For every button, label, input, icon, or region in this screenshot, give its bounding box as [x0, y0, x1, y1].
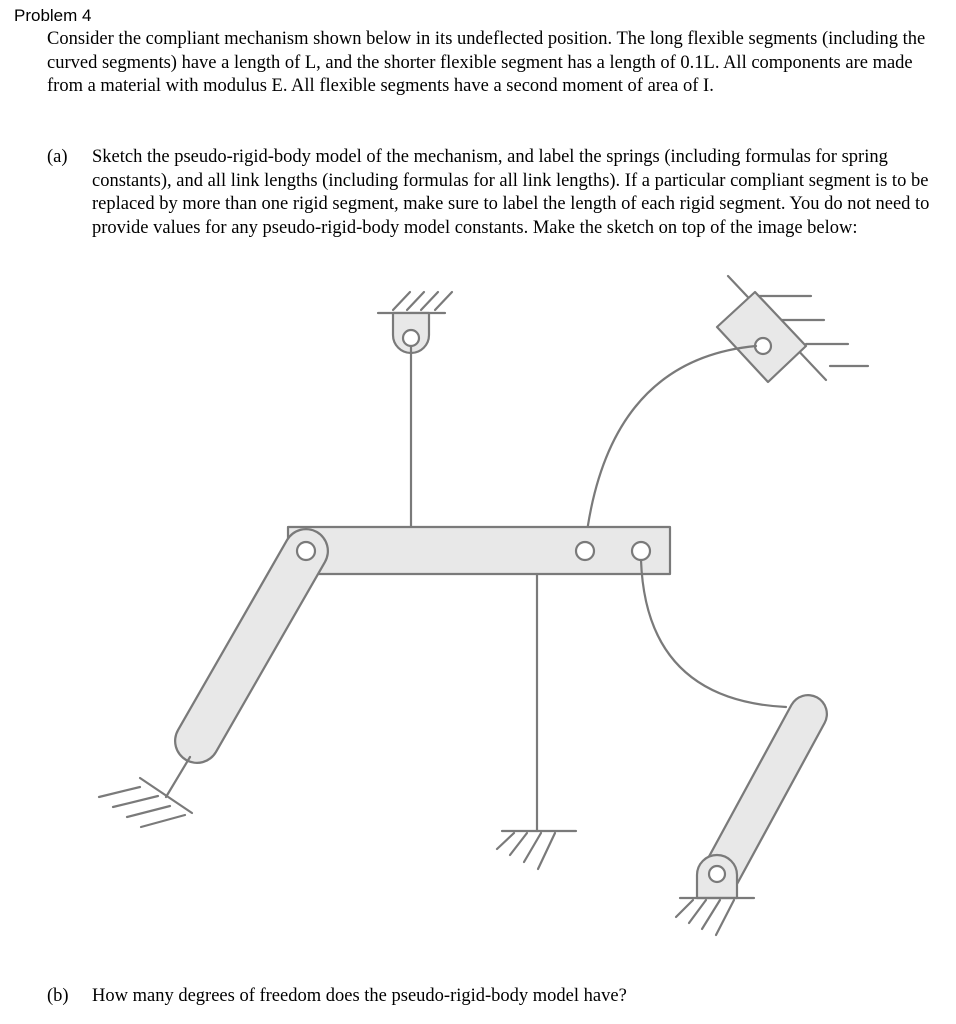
- link-pin-mid: [576, 542, 594, 560]
- left-link-fill: [197, 551, 306, 741]
- top-pin: [403, 330, 419, 346]
- ground-bottom-left: [99, 778, 192, 827]
- problem-title: Problem 4: [14, 6, 92, 25]
- problem-intro: Consider the compliant mechanism shown below in its undeflected position. The long flexible segments (including the curved segments) have a length of L, and the shorter flexible segment has a length of 0.1L. All components are made from a material with modulus E. All flexible segments have a second moment of area of I.: [47, 29, 926, 96]
- link-pin-right: [632, 542, 650, 560]
- slider-pin: [755, 338, 771, 354]
- part-b-label: (b): [47, 986, 69, 1006]
- right-link-fill: [721, 714, 808, 874]
- part-b-text: How many degrees of freedom does the pseudo-rigid-body model have?: [92, 986, 627, 1006]
- ground-bottom-right: [676, 898, 754, 935]
- top-right-slider-block: [717, 292, 806, 382]
- ground-bottom-center: [497, 831, 576, 869]
- short-flexible-segment: [166, 757, 190, 797]
- ground-top-center: [378, 292, 452, 313]
- part-a-text: Sketch the pseudo-rigid-body model of the mechanism, and label the springs (including formulas for spring constants), and all link lengths (including formulas for all link lengths). If a particular compliant segment is to be replaced by more than one rigid segment, make sure to label the length of each rigid segment. You do not need to provide values for any pseudo-rigid-body model constants. Make the sketch on top of the image below:: [92, 147, 930, 238]
- part-a-label: (a): [47, 147, 68, 167]
- upper-curved-flexible-segment: [585, 346, 756, 547]
- horizontal-rigid-link: [288, 527, 670, 574]
- left-link-pin: [297, 542, 315, 560]
- lower-curved-flexible-segment: [641, 560, 786, 707]
- bottom-right-pin: [709, 866, 725, 882]
